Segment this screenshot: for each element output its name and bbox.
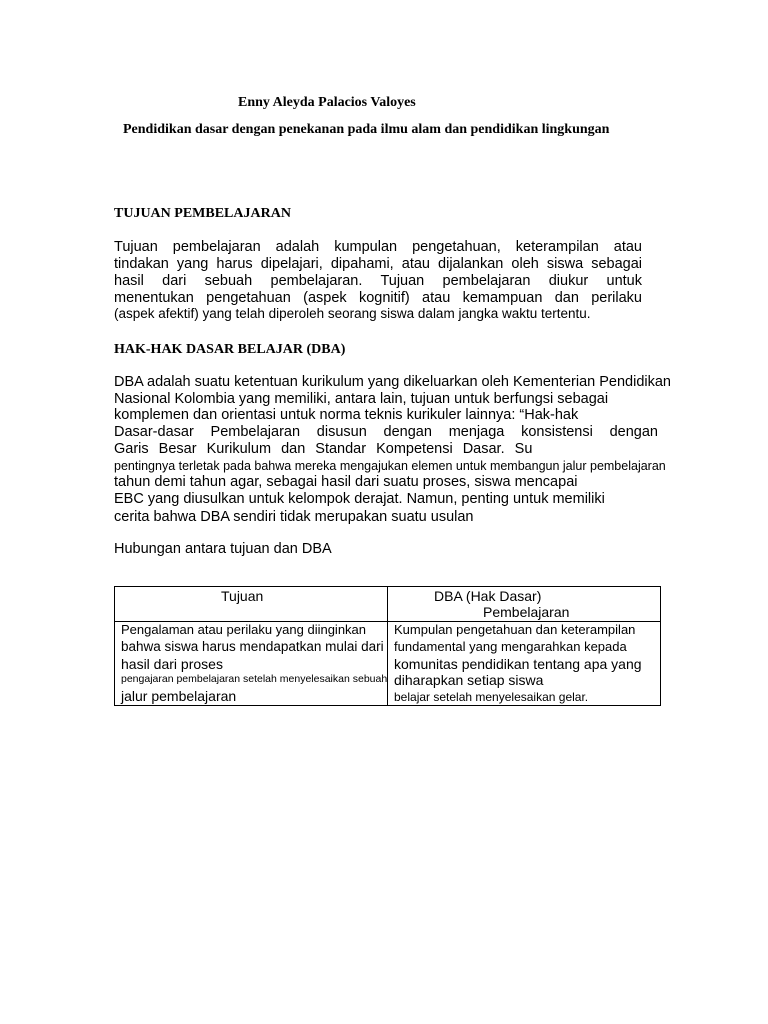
table-cell-left-line: pengajaran pembelajaran setelah menyelesaikan sebuah xyxy=(121,673,388,685)
table-cell-left-line: jalur pembelajaran xyxy=(121,688,237,704)
document-subtitle: Pendidikan dasar dengan penekanan pada ilmu alam dan pendidikan lingkungan xyxy=(123,122,610,137)
table-cell-right-line: komunitas pendidikan tentang apa yang xyxy=(394,656,642,672)
paragraph-line: (aspek afektif) yang telah diperoleh seorang siswa dalam jangka waktu tertentu. xyxy=(114,306,591,321)
section-heading-tujuan: TUJUAN PEMBELAJARAN xyxy=(114,206,291,221)
table-cell-left-line: Pengalaman atau perilaku yang diinginkan xyxy=(121,622,367,637)
paragraph-line: cerita bahwa DBA sendiri tidak merupakan suatu usulan xyxy=(114,509,474,525)
table-cell-right-line: fundamental yang mengarahkan kepada xyxy=(394,639,627,654)
paragraph-line: EBC yang diusulkan untuk kelompok derajat. Namun, penting untuk memiliki xyxy=(114,491,605,507)
relation-label: Hubungan antara tujuan dan DBA xyxy=(114,541,332,557)
relation-table xyxy=(114,586,661,706)
table-cell-right-line: Kumpulan pengetahuan dan keterampilan xyxy=(394,622,636,637)
paragraph-line: menentukan pengetahuan (aspek kognitif) atau kemampuan dan perilaku xyxy=(114,290,642,306)
paragraph-line: tahun demi tahun agar, sebagai hasil dari suatu proses, siswa mencapai xyxy=(114,474,578,490)
table-cell-left-line: hasil dari proses xyxy=(121,656,223,672)
table-column-divider xyxy=(387,587,388,705)
paragraph-line: komplemen dan orientasi untuk norma teknis kurikuler lainnya: “Hak-hak xyxy=(114,407,579,423)
paragraph-line: hasil dari sebuah pembelajaran. Tujuan pembelajaran diukur untuk xyxy=(114,273,642,289)
table-cell-right-line: belajar setelah menyelesaikan gelar. xyxy=(394,690,589,704)
table-cell-left-line: bahwa siswa harus mendapatkan mulai dari xyxy=(121,639,384,654)
table-header-dba: DBA (Hak Dasar) xyxy=(434,588,542,604)
table-header-tujuan: Tujuan xyxy=(221,588,264,604)
paragraph-line: Tujuan pembelajaran adalah kumpulan pengetahuan, keterampilan atau xyxy=(114,239,642,255)
paragraph-line: tindakan yang harus dipelajari, dipahami, atau dijalankan oleh siswa sebagai xyxy=(114,256,642,272)
paragraph-line: pentingnya terletak pada bahwa mereka mengajukan elemen untuk membangun jalur pembelajaran xyxy=(114,459,666,473)
table-cell-right-line: diharapkan setiap siswa xyxy=(394,672,544,688)
author-name: Enny Aleyda Palacios Valoyes xyxy=(238,95,416,110)
paragraph-line: Garis Besar Kurikulum dan Standar Kompetensi Dasar. Su xyxy=(114,441,533,457)
paragraph-line: Nasional Kolombia yang memiliki, antara lain, tujuan untuk berfungsi sebagai xyxy=(114,391,609,407)
paragraph-line: Dasar-dasar Pembelajaran disusun dengan menjaga konsistensi dengan xyxy=(114,424,658,440)
paragraph-line: DBA adalah suatu ketentuan kurikulum yang dikeluarkan oleh Kementerian Pendidikan xyxy=(114,374,671,390)
table-header-dba-line2: Pembelajaran xyxy=(483,604,570,620)
section-heading-dba: HAK-HAK DASAR BELAJAR (DBA) xyxy=(114,342,346,357)
